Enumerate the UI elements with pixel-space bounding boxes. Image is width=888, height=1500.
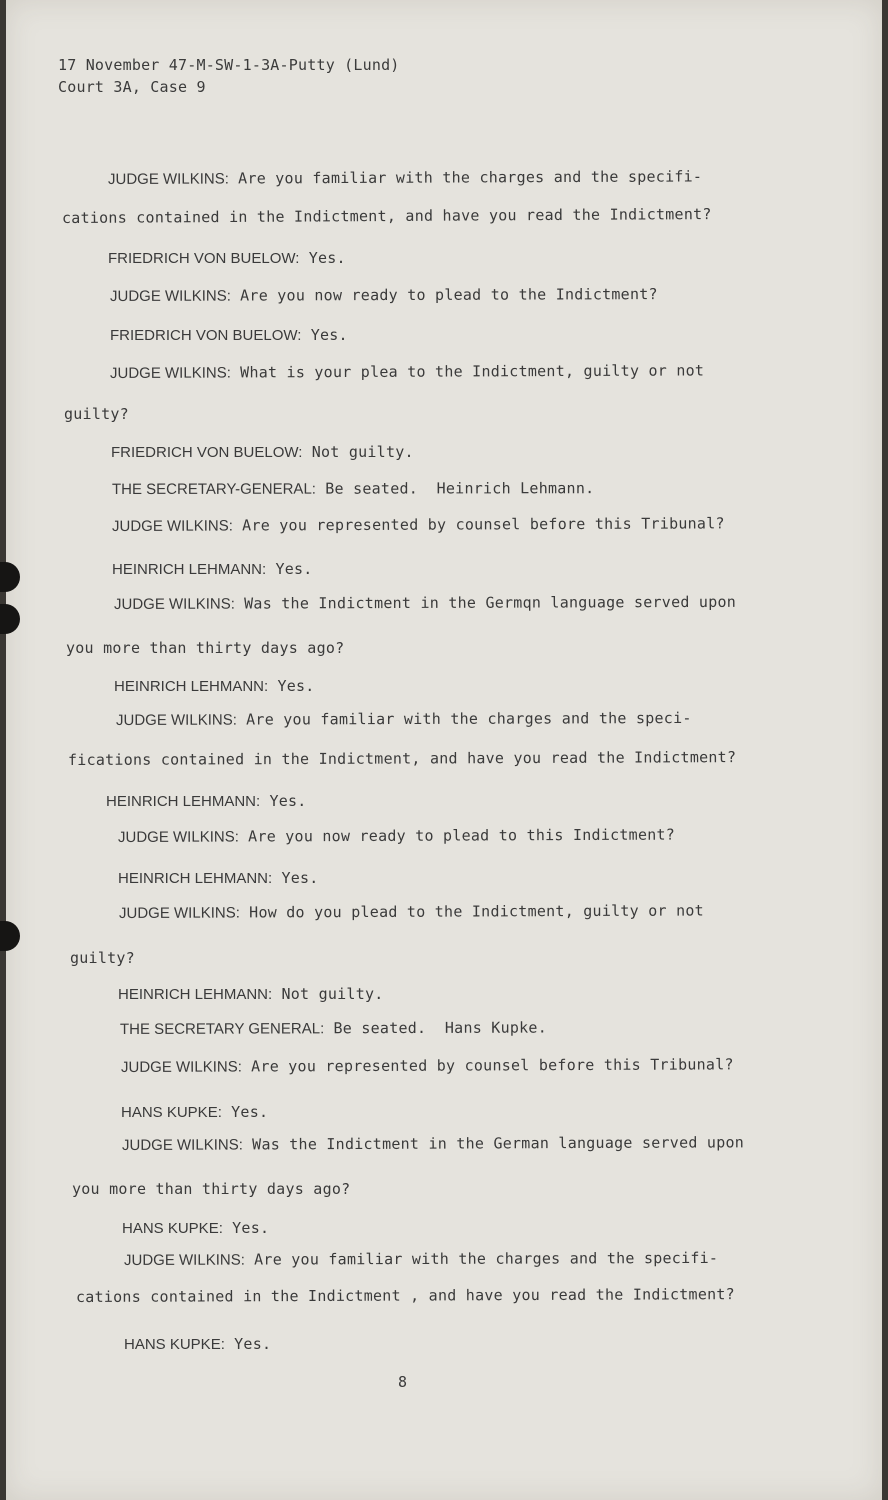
utterance-text: How do you plead to the Indictment, guilty or not xyxy=(239,901,704,922)
utterance-text: fications contained in the Indictment, and have you read the Indictment? xyxy=(67,748,737,769)
speaker-label: JUDGE WILKINS: xyxy=(117,828,239,846)
utterance-text: Yes. xyxy=(222,1219,270,1237)
transcript-line xyxy=(118,825,675,848)
speaker-label: JUDGE WILKINS: xyxy=(120,1058,242,1076)
utterance-text: guilty? xyxy=(70,949,135,967)
transcript-line xyxy=(64,404,129,424)
utterance-text: Was the Indictment in the Germqn language served upon xyxy=(234,592,737,613)
utterance-text: Are you represented by counsel before this Tribunal? xyxy=(232,514,725,535)
transcript-line xyxy=(114,676,315,697)
utterance-text: guilty? xyxy=(64,405,129,423)
utterance-text: Was the Indictment in the German language served upon xyxy=(242,1133,745,1154)
transcript-line xyxy=(116,708,692,731)
transcript-line xyxy=(72,1179,350,1199)
speaker-label: THE SECRETARY GENERAL: xyxy=(119,1020,325,1038)
speaker-label: HANS KUPKE: xyxy=(124,1336,225,1353)
speaker-label: HEINRICH LEHMANN: xyxy=(106,793,261,810)
transcript-body xyxy=(6,0,882,1500)
utterance-text: Are you represented by counsel before this Tribunal? xyxy=(241,1055,734,1076)
utterance-text: cations contained in the Indictment, and have you read the Indictment? xyxy=(61,205,712,227)
utterance-text: Yes. xyxy=(260,792,307,810)
header-court-line: Court 3A, Case 9 xyxy=(58,78,206,96)
utterance-text: Are you familiar with the charges and the specifi- xyxy=(244,1248,719,1269)
utterance-text: Yes. xyxy=(268,677,315,695)
transcript-line xyxy=(121,1054,734,1078)
utterance-text: Are you now ready to plead to this Indictment? xyxy=(238,825,676,846)
transcript-line xyxy=(112,478,594,500)
speaker-label: JUDGE WILKINS: xyxy=(121,1136,243,1154)
speaker-label: FRIEDRICH VON BUELOW: xyxy=(111,444,303,461)
speaker-label: JUDGE WILKINS: xyxy=(113,595,235,613)
utterance-text: Are you now ready to plead to the Indictment? xyxy=(230,285,658,305)
transcript-line xyxy=(110,360,704,384)
transcript-line xyxy=(122,1218,269,1239)
speaker-label: JUDGE WILKINS: xyxy=(109,287,231,305)
utterance-text: What is your plea to the Indictment, guilty or not xyxy=(230,361,705,382)
transcript-line xyxy=(70,948,135,968)
speaker-label: JUDGE WILKINS: xyxy=(115,711,237,729)
speaker-label: JUDGE WILKINS: xyxy=(118,904,240,922)
speaker-label: HEINRICH LEHMANN: xyxy=(114,678,269,695)
speaker-label: HANS KUPKE: xyxy=(121,1104,222,1121)
utterance-text: Yes. xyxy=(299,249,346,267)
speaker-label: JUDGE WILKINS: xyxy=(107,170,229,188)
transcript-line xyxy=(66,638,344,658)
speaker-label: FRIEDRICH VON BUELOW: xyxy=(108,250,300,267)
header-docket-line: 17 November 47-M-SW-1-3A-Putty (Lund) xyxy=(58,56,400,74)
utterance-text: Yes. xyxy=(266,560,313,578)
utterance-text: you more than thirty days ago? xyxy=(66,639,345,657)
transcript-line xyxy=(124,1334,271,1355)
utterance-text: Are you familiar with the charges and the speci- xyxy=(236,708,692,729)
transcript-line xyxy=(110,325,348,346)
transcript-line xyxy=(114,592,736,615)
transcript-line xyxy=(106,791,307,812)
utterance-text: you more than thirty days ago? xyxy=(72,1180,351,1198)
transcript-line xyxy=(124,1248,718,1271)
document-page xyxy=(6,0,882,1500)
transcript-line xyxy=(68,747,736,770)
utterance-text: Not guilty. xyxy=(272,985,384,1003)
transcript-line xyxy=(112,513,725,537)
speaker-label: HEINRICH LEHMANN: xyxy=(118,870,273,887)
speaker-label: JUDGE WILKINS: xyxy=(109,364,231,382)
speaker-label: JUDGE WILKINS: xyxy=(123,1251,245,1269)
utterance-text: Yes. xyxy=(224,1335,272,1353)
transcript-line xyxy=(76,1284,735,1307)
utterance-text: Be seated. Hans Kupke. xyxy=(324,1018,548,1038)
utterance-text: Yes. xyxy=(221,1103,269,1121)
utterance-text: Yes. xyxy=(272,869,319,887)
speaker-label: HEINRICH LEHMANN: xyxy=(118,986,273,1003)
transcript-line xyxy=(121,1102,268,1123)
utterance-text: Be seated. Heinrich Lehmann. xyxy=(315,479,595,498)
utterance-text: cations contained in the Indictment , and have you read the Indictment? xyxy=(75,1285,735,1306)
utterance-text: Not guilty. xyxy=(302,443,414,461)
transcript-line xyxy=(62,204,712,228)
transcript-line xyxy=(122,1132,744,1156)
page-number: 8 xyxy=(398,1373,408,1391)
transcript-line xyxy=(108,248,346,269)
speaker-label: THE SECRETARY-GENERAL: xyxy=(111,480,316,498)
transcript-line xyxy=(110,284,658,307)
utterance-text: Yes. xyxy=(301,326,348,344)
transcript-line xyxy=(111,442,414,463)
transcript-line xyxy=(112,559,313,580)
transcript-line xyxy=(108,166,702,190)
speaker-label: HEINRICH LEHMANN: xyxy=(112,561,267,578)
utterance-text: Are you familiar with the charges and the specifi- xyxy=(228,167,703,188)
transcript-line xyxy=(119,900,704,924)
speaker-label: JUDGE WILKINS: xyxy=(111,517,233,535)
transcript-line xyxy=(118,984,384,1005)
speaker-label: FRIEDRICH VON BUELOW: xyxy=(110,327,302,344)
speaker-label: HANS KUPKE: xyxy=(122,1220,223,1237)
transcript-line xyxy=(118,868,319,889)
transcript-line xyxy=(120,1018,547,1040)
